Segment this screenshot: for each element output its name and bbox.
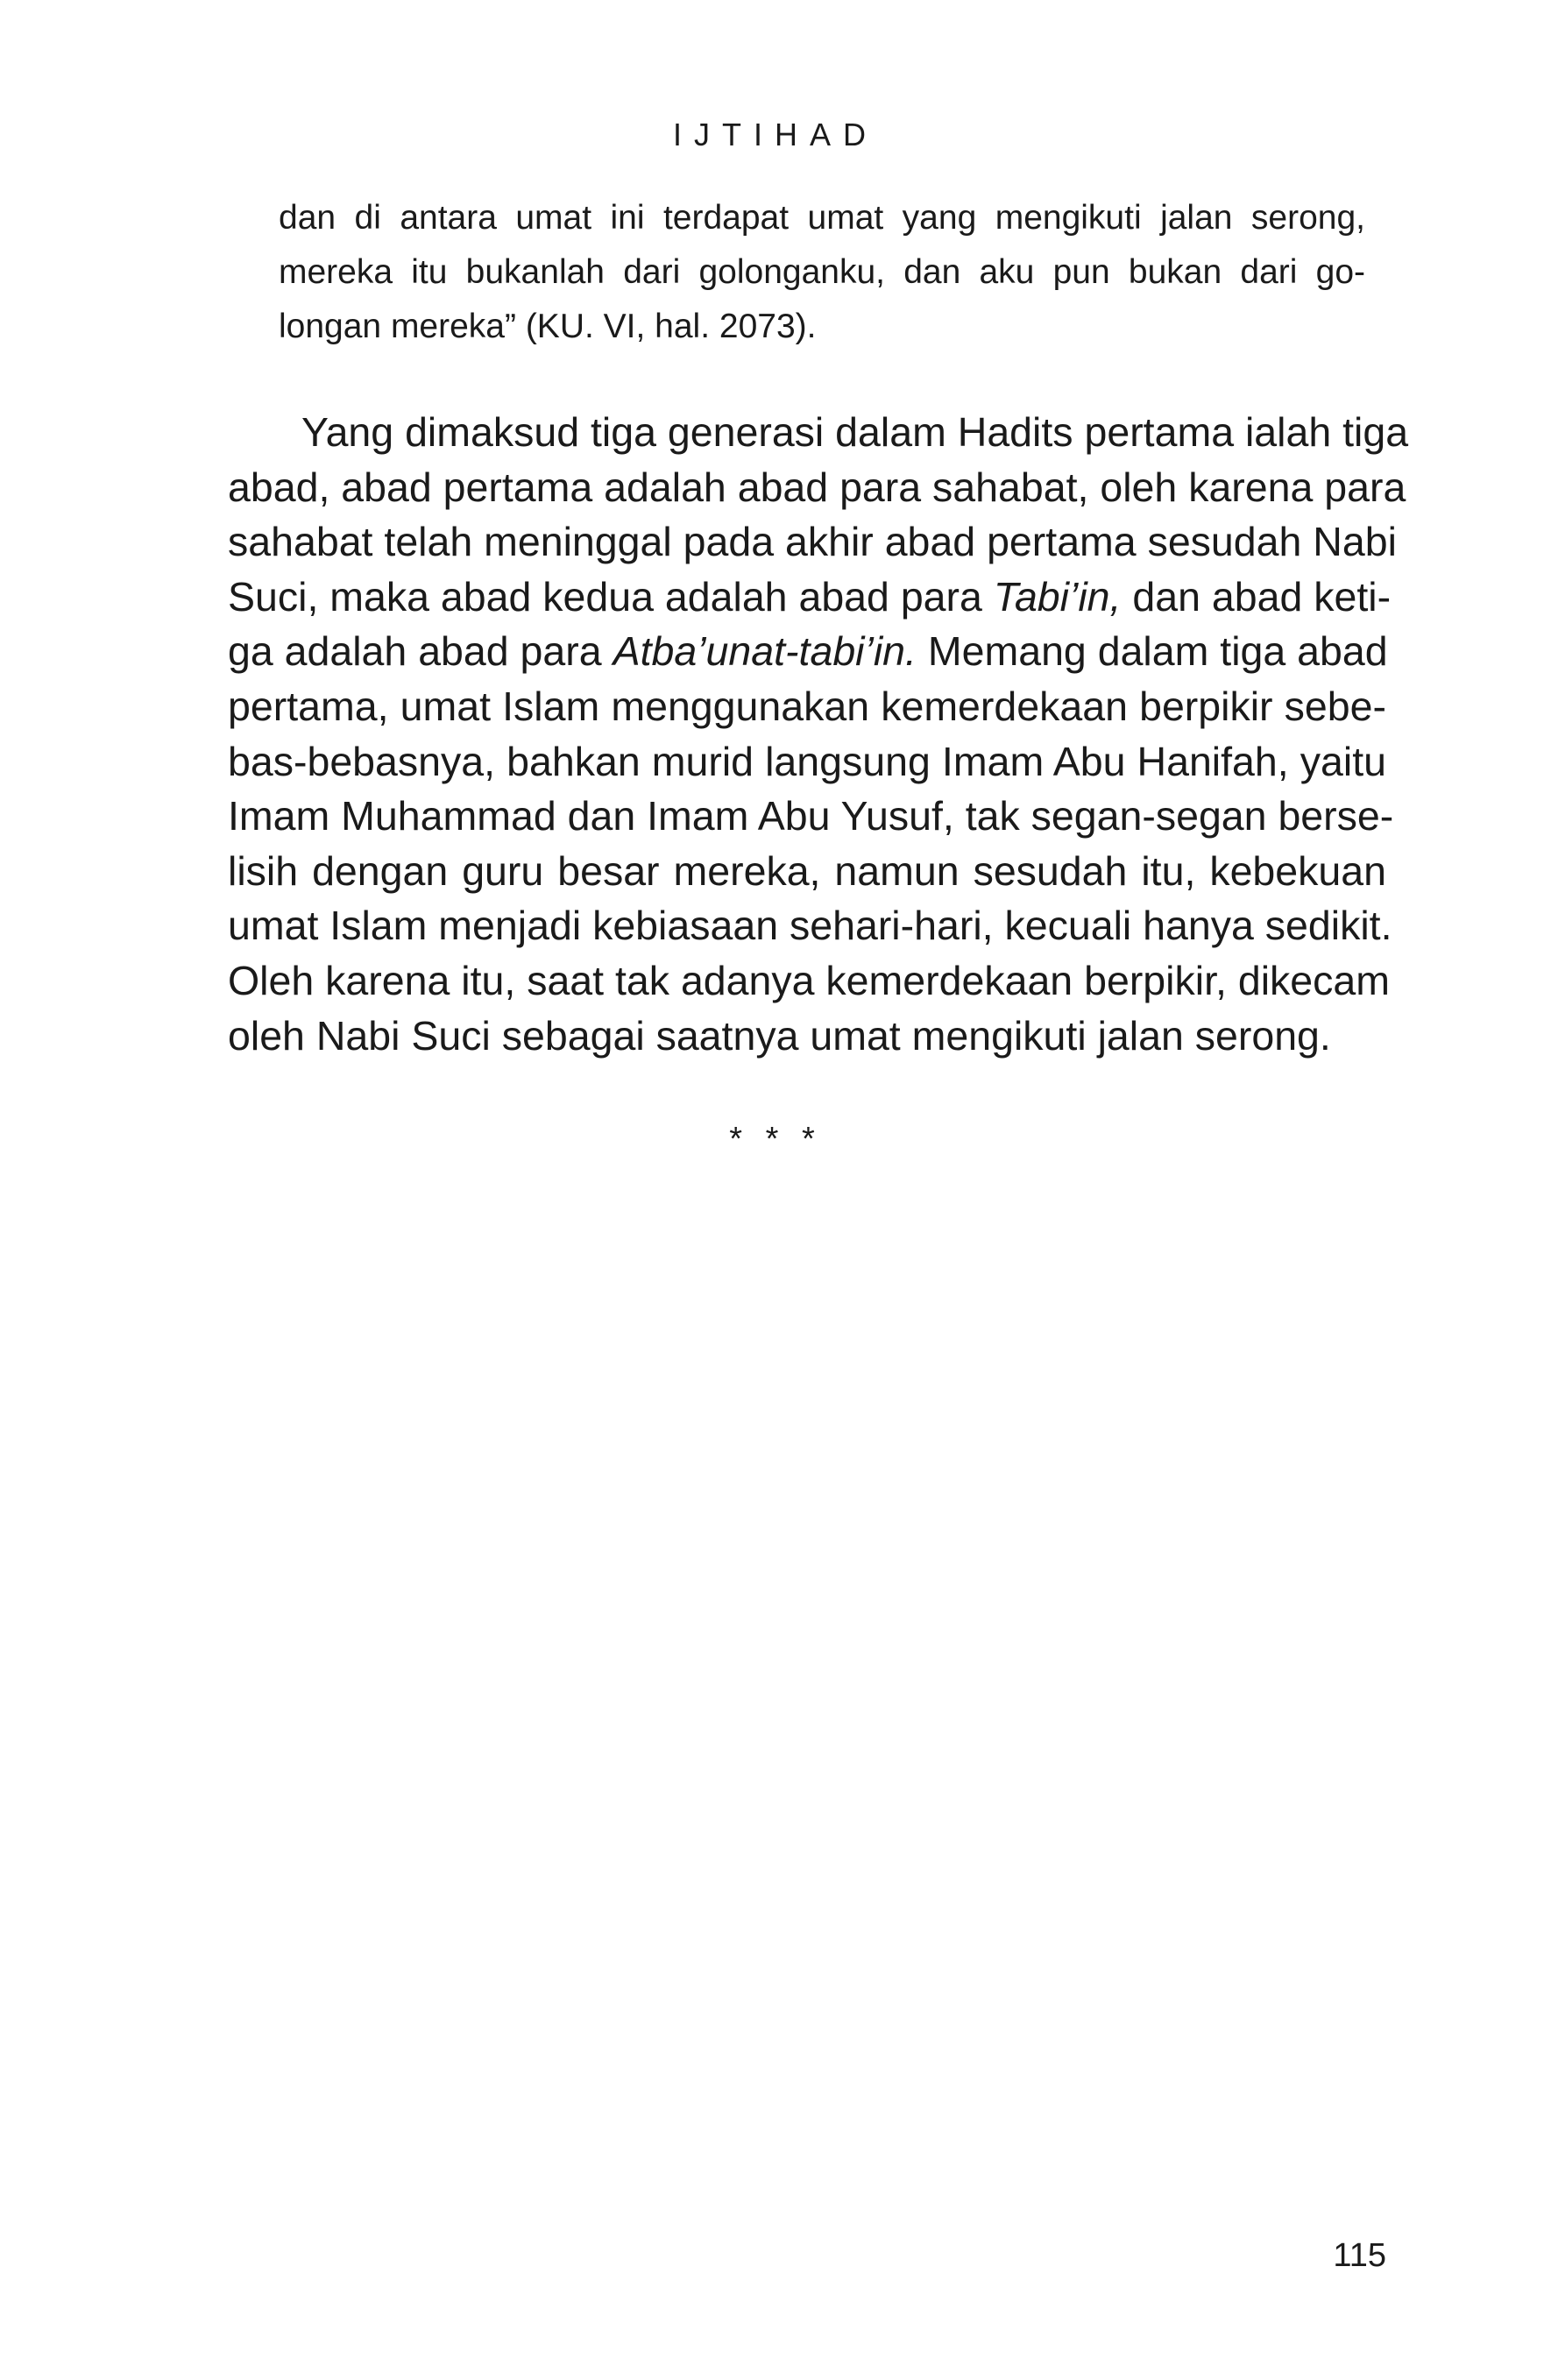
quote-line-3: longan mereka” (KU. VI, hal. 2073). bbox=[279, 308, 817, 345]
paragraph-line-4 bbox=[228, 570, 1392, 625]
italic-term-atbaunat-tabiin: Atba’unat-tabi’in. bbox=[613, 628, 917, 675]
running-header: IJTIHAD bbox=[672, 117, 878, 152]
page-number: 115 bbox=[1333, 2237, 1386, 2274]
paragraph-line-10: umat Islam menjadi kebiasaan sehari-hari, kecuali hanya sedikit. bbox=[228, 903, 1392, 949]
paragraph-line-9: lisih dengan guru besar mereka, namun sesudah itu, kebekuan bbox=[228, 847, 1386, 894]
line-5-text-end: Memang dalam tiga abad bbox=[916, 628, 1388, 675]
body-paragraph bbox=[228, 405, 1409, 1063]
paragraph-line-8: Imam Muhammad dan Imam Abu Yusuf, tak segan-segan berse- bbox=[228, 793, 1394, 839]
line-4-text-start: Suci, maka abad kedua adalah abad para bbox=[228, 573, 994, 620]
paragraph-line-12: oleh Nabi Suci sebagai saatnya umat mengikuti jalan serong. bbox=[228, 1012, 1331, 1059]
hadith-quote-block bbox=[279, 191, 1365, 354]
quote-line-2: mereka itu bukanlah dari golonganku, dan aku pun bukan dari go- bbox=[279, 253, 1365, 291]
italic-term-tabiin: Tabi’in, bbox=[993, 573, 1122, 620]
paragraph-line-5 bbox=[228, 624, 1386, 679]
line-4-text-end: dan abad keti- bbox=[1121, 573, 1392, 620]
paragraph-line-11: Oleh karena itu, saat tak adanya kemerdekaan berpikir, dikecam bbox=[228, 957, 1390, 1003]
section-break-asterisks: * * * bbox=[729, 1121, 822, 1158]
paragraph-line-6: pertama, umat Islam menggunakan kemerdekaan berpikir sebe- bbox=[228, 683, 1386, 729]
quote-line-1: dan di antara umat ini terdapat umat yang mengikuti jalan serong, bbox=[279, 199, 1365, 237]
paragraph-line-1: Yang dimaksud tiga generasi dalam Hadits pertama ialah tiga bbox=[301, 409, 1409, 455]
paragraph-line-3: sahabat telah meninggal pada akhir abad pertama sesudah Nabi bbox=[228, 519, 1397, 565]
paragraph-line-2: abad, abad pertama adalah abad para sahabat, oleh karena para bbox=[228, 464, 1406, 510]
paragraph-line-7: bas-bebasnya, bahkan murid langsung Imam Abu Hanifah, yaitu bbox=[228, 738, 1386, 784]
line-5-text-start: ga adalah abad para bbox=[228, 628, 613, 675]
